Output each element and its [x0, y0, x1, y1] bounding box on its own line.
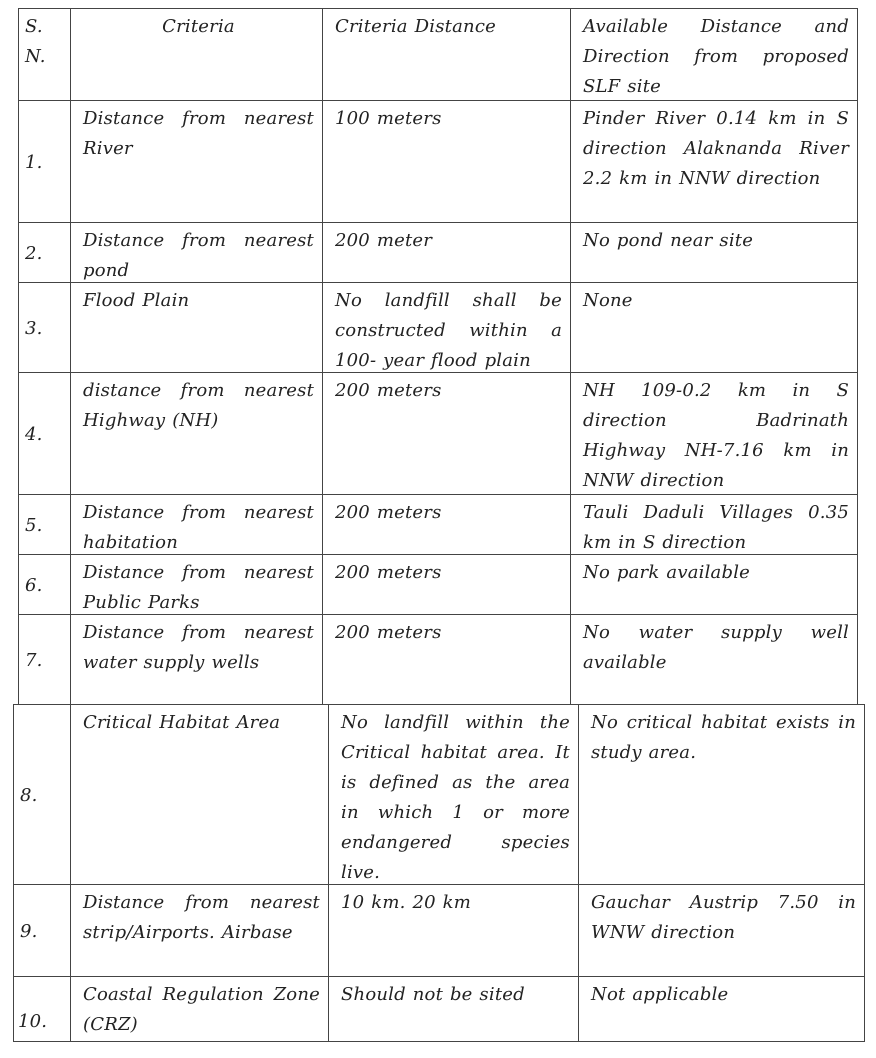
criteria-distance-cell: 200 meters — [322, 614, 571, 705]
available-distance-cell: None — [570, 282, 858, 373]
available-distance-cell: Pinder River 0.14 km in S direction Alaknanda River 2.2 km in NNW direction — [570, 100, 858, 223]
criteria-cell: Coastal Regulation Zone (CRZ) — [70, 976, 329, 1042]
criteria-cell: distance from nearest Highway (NH) — [70, 372, 323, 495]
header-criteria-cell: Criteria — [70, 8, 323, 101]
sn-cell: 7. — [18, 614, 71, 705]
criteria-cell: Distance from nearest strip/Airports. Airbase — [70, 884, 329, 977]
criteria-cell: Distance from nearest River — [70, 100, 323, 223]
criteria-distance-cell: 200 meter — [322, 222, 571, 283]
available-distance-cell: Not applicable — [578, 976, 865, 1042]
criteria-cell: Distance from nearest pond — [70, 222, 323, 283]
sn-cell: 4. — [18, 372, 71, 495]
criteria-cell: Distance from nearest habitation — [70, 494, 323, 555]
header-criteria-distance-cell: Criteria Distance — [322, 8, 571, 101]
header-available-distance-cell: Available Distance and Direction from proposed SLF site — [570, 8, 858, 101]
criteria-cell: Flood Plain — [70, 282, 323, 373]
sn-cell: 2. — [18, 222, 71, 283]
available-distance-cell: No water supply well available — [570, 614, 858, 705]
criteria-distance-cell: Should not be sited — [328, 976, 579, 1042]
sn-cell: 9. — [13, 884, 71, 977]
criteria-distance-cell: 200 meters — [322, 554, 571, 615]
criteria-distance-cell: 10 km. 20 km — [328, 884, 579, 977]
sn-cell: 5. — [18, 494, 71, 555]
available-distance-cell: NH 109-0.2 km in S direction Badrinath Highway NH-7.16 km in NNW direction — [570, 372, 858, 495]
available-distance-cell: No pond near site — [570, 222, 858, 283]
available-distance-cell: Gauchar Austrip 7.50 in WNW direction — [578, 884, 865, 977]
header-sn-cell: S. N. — [18, 8, 71, 101]
criteria-cell: Distance from nearest Public Parks — [70, 554, 323, 615]
criteria-distance-cell: 200 meters — [322, 372, 571, 495]
available-distance-cell: Tauli Daduli Villages 0.35 km in S direction — [570, 494, 858, 555]
criteria-distance-cell: 100 meters — [322, 100, 571, 223]
criteria-cell: Critical Habitat Area — [70, 704, 329, 885]
sn-cell: 3. — [18, 282, 71, 373]
sn-cell: 10. — [13, 976, 71, 1042]
criteria-distance-cell: No landfill shall be constructed within a 100- year flood plain — [322, 282, 571, 373]
sn-cell: 6. — [18, 554, 71, 615]
criteria-cell: Distance from nearest water supply wells — [70, 614, 323, 705]
available-distance-cell: No critical habitat exists in study area. — [578, 704, 865, 885]
criteria-distance-cell: No landfill within the Critical habitat area. It is defined as the area in which 1 or more endangered species live. — [328, 704, 579, 885]
sn-cell: 1. — [18, 100, 71, 223]
criteria-distance-cell: 200 meters — [322, 494, 571, 555]
sn-cell: 8. — [13, 704, 71, 885]
available-distance-cell: No park available — [570, 554, 858, 615]
